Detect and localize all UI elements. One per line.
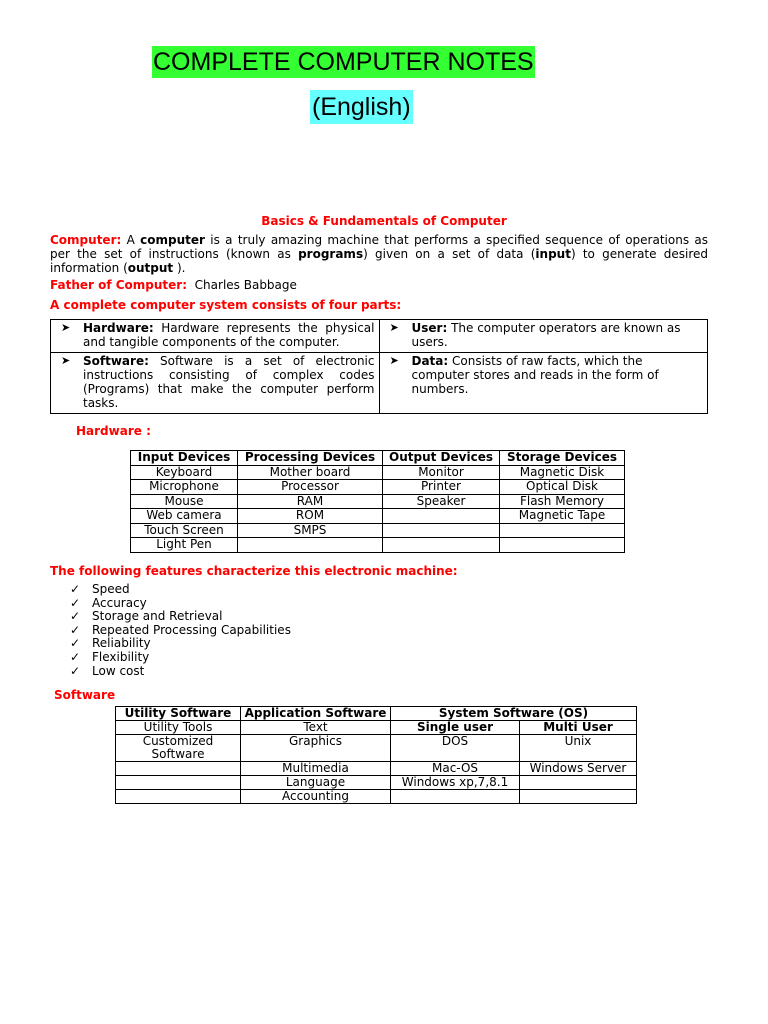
column-header: Application Software — [241, 707, 391, 721]
column-header: Utility Software — [116, 707, 241, 721]
table-cell: Optical Disk — [500, 480, 625, 495]
table-cell: Printer — [383, 480, 500, 495]
table-cell — [500, 538, 625, 553]
table-cell — [51, 353, 380, 414]
checkmark-icon: ✓ — [70, 595, 81, 610]
table-cell: Unix — [520, 735, 637, 762]
document-title: COMPLETE COMPUTER NOTES — [153, 48, 534, 76]
table-cell — [391, 790, 520, 804]
data-part — [412, 354, 704, 396]
definition-text: ). — [173, 261, 186, 275]
user-part — [412, 321, 704, 349]
table-row — [116, 735, 637, 762]
table-cell — [116, 790, 241, 804]
table-cell — [383, 523, 500, 538]
table-cell — [379, 320, 708, 353]
table-cell — [116, 776, 241, 790]
table-row — [131, 509, 625, 524]
part-text: The computer operators are known as users. — [411, 321, 681, 349]
table-cell: Magnetic Disk — [500, 465, 625, 480]
list-item — [70, 597, 291, 611]
part-label: Software: — [83, 354, 149, 368]
checkmark-icon: ✓ — [70, 636, 81, 651]
table-cell: Graphics — [241, 735, 391, 762]
table-row — [51, 353, 708, 414]
part-text: Hardware represents the physical and tangible components of the computer. — [83, 321, 375, 349]
table-cell: Multimedia — [241, 762, 391, 776]
father-of-computer — [50, 278, 297, 292]
table-row — [116, 790, 637, 804]
document-subtitle: (English) — [310, 90, 413, 124]
table-cell: Windows xp,7,8.1 — [391, 776, 520, 790]
table-cell: Web camera — [131, 509, 238, 524]
list-item — [70, 610, 291, 624]
list-item — [70, 637, 291, 651]
feature-text: Low cost — [92, 663, 145, 678]
part-label: User: — [411, 321, 448, 335]
column-header: System Software (OS) — [391, 707, 637, 721]
checkmark-icon: ✓ — [70, 582, 81, 596]
table-cell — [116, 762, 241, 776]
table-cell — [383, 509, 500, 524]
column-subheader: Multi User — [520, 721, 637, 735]
column-subheader: Single user — [391, 721, 520, 735]
table-cell: Customized Software — [116, 735, 241, 762]
father-value: Charles Babbage — [194, 278, 297, 292]
hardware-table — [130, 450, 625, 553]
table-cell: Speaker — [383, 494, 500, 509]
part-text: Consists of raw facts, which the computer stores and reads in the form of numbers. — [411, 354, 659, 396]
feature-text: Storage and Retrieval — [92, 609, 223, 624]
list-item — [70, 665, 291, 679]
software-part — [83, 354, 375, 410]
definition-text: A — [121, 233, 141, 247]
table-cell — [51, 320, 380, 353]
table-cell — [500, 523, 625, 538]
table-row — [116, 776, 637, 790]
list-item — [70, 583, 291, 597]
table-row — [131, 494, 625, 509]
table-cell: Utility Tools — [116, 721, 241, 735]
parts-table — [50, 319, 708, 414]
table-row — [131, 480, 625, 495]
table-cell: Microphone — [131, 480, 238, 495]
checkmark-icon: ✓ — [70, 649, 81, 664]
column-header: Storage Devices — [500, 451, 625, 466]
definition-bold: input — [535, 247, 571, 261]
table-cell: Magnetic Tape — [500, 509, 625, 524]
column-header: Input Devices — [131, 451, 238, 466]
definition-label: Computer: — [50, 233, 122, 247]
table-cell: RAM — [238, 494, 383, 509]
table-cell — [379, 353, 708, 414]
table-cell: Accounting — [241, 790, 391, 804]
table-cell: Mouse — [131, 494, 238, 509]
definition-bold: programs — [298, 247, 364, 261]
arrow-bullet-icon: ➤ — [61, 354, 71, 367]
section-heading: Basics & Fundamentals of Computer — [261, 214, 507, 228]
arrow-bullet-icon: ➤ — [61, 321, 71, 334]
list-item — [70, 624, 291, 638]
hardware-heading: Hardware : — [76, 424, 151, 438]
table-cell: Touch Screen — [131, 523, 238, 538]
feature-text: Flexibility — [92, 649, 150, 664]
part-label: Hardware: — [83, 321, 154, 335]
arrow-bullet-icon: ➤ — [389, 321, 399, 334]
part-label: Data: — [411, 354, 449, 368]
table-cell — [520, 790, 637, 804]
column-header: Processing Devices — [238, 451, 383, 466]
software-table — [115, 706, 637, 804]
table-row — [131, 538, 625, 553]
column-header: Output Devices — [383, 451, 500, 466]
arrow-bullet-icon: ➤ — [389, 354, 399, 367]
table-cell: Text — [241, 721, 391, 735]
table-header-row — [116, 707, 637, 721]
table-cell: Windows Server — [520, 762, 637, 776]
table-cell: Monitor — [383, 465, 500, 480]
definition-text: ) to generate desired information ( — [50, 247, 708, 275]
hardware-part — [83, 321, 375, 349]
features-heading: The following features characterize this electronic machine: — [50, 564, 458, 578]
table-cell — [383, 538, 500, 553]
definition-text: is a truly amazing machine that performs a specified sequence of operations as per the set of instructions (known as — [50, 233, 708, 261]
table-header-row — [131, 451, 625, 466]
definition-bold: output — [127, 261, 174, 275]
features-list — [70, 583, 291, 678]
checkmark-icon: ✓ — [70, 622, 81, 637]
table-cell: Light Pen — [131, 538, 238, 553]
definition-bold: computer — [140, 233, 205, 247]
table-cell: Language — [241, 776, 391, 790]
table-cell: Processor — [238, 480, 383, 495]
feature-text: Speed — [92, 582, 130, 596]
table-row — [131, 465, 625, 480]
table-row — [131, 523, 625, 538]
part-text: Software is a set of electronic instructions consisting of complex codes (Programs) that make the computer perform tasks. — [83, 354, 375, 410]
feature-text: Reliability — [92, 636, 151, 651]
list-item — [70, 651, 291, 665]
table-cell: Mother board — [238, 465, 383, 480]
table-cell: Flash Memory — [500, 494, 625, 509]
checkmark-icon: ✓ — [70, 609, 81, 624]
table-cell — [238, 538, 383, 553]
table-row — [51, 320, 708, 353]
table-cell: Mac-OS — [391, 762, 520, 776]
feature-text: Accuracy — [92, 595, 147, 610]
table-cell: Keyboard — [131, 465, 238, 480]
table-row — [116, 762, 637, 776]
checkmark-icon: ✓ — [70, 663, 81, 678]
table-cell: ROM — [238, 509, 383, 524]
table-cell: DOS — [391, 735, 520, 762]
computer-definition — [50, 233, 708, 275]
table-row — [116, 721, 637, 735]
definition-text: ) given on a set of data ( — [363, 247, 536, 261]
software-heading: Software — [54, 688, 116, 702]
table-cell — [520, 776, 637, 790]
father-label: Father of Computer: — [50, 278, 188, 292]
feature-text: Repeated Processing Capabilities — [92, 622, 291, 637]
table-cell: SMPS — [238, 523, 383, 538]
parts-heading: A complete computer system consists of four parts: — [50, 298, 402, 312]
